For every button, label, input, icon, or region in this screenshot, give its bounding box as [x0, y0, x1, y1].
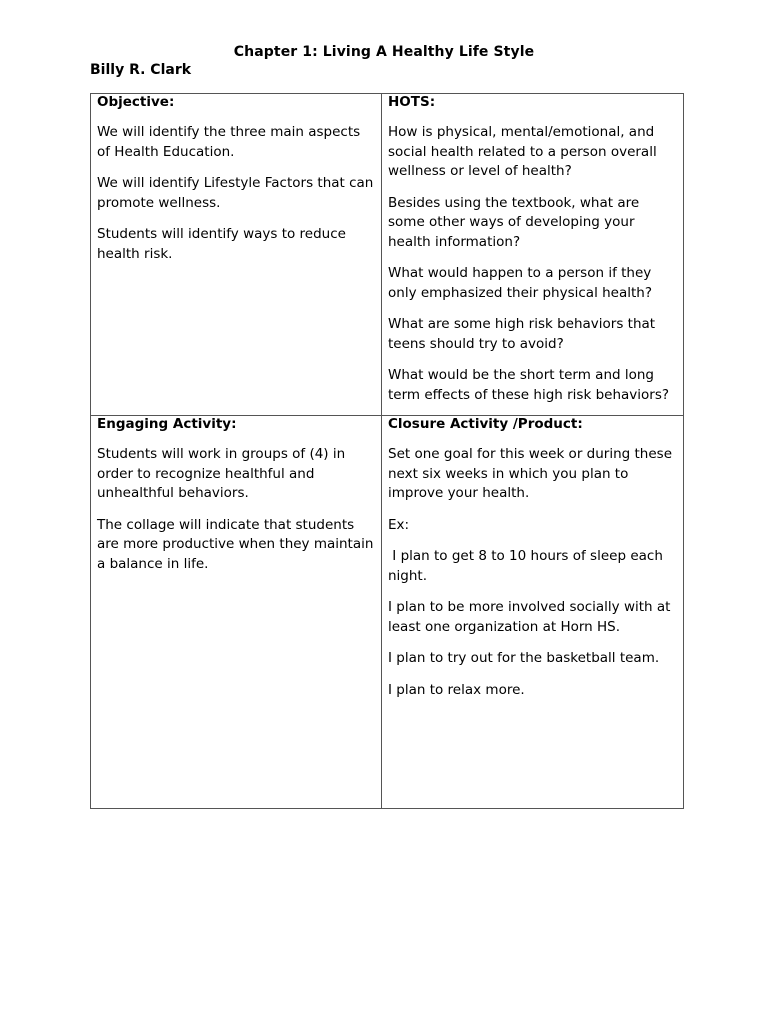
closure-activity-paragraph: I plan to get 8 to 10 hours of sleep each night.	[388, 548, 668, 584]
table-row	[91, 416, 684, 809]
closure-activity-paragraph: Set one goal for this week or during these next six weeks in which you plan to improve your health.	[388, 446, 672, 501]
objective-paragraph: We will identify the three main aspects of Health Education.	[97, 124, 361, 160]
objective-heading: Objective:	[97, 94, 175, 110]
hots-paragraph: What would be the short term and long term effects of these high risk behaviors?	[388, 367, 670, 403]
table-row	[91, 94, 684, 416]
hots-cell	[382, 94, 684, 416]
closure-activity-paragraph: I plan to be more involved socially with at least one organization at Horn HS.	[388, 599, 671, 635]
lesson-plan-table	[90, 93, 684, 809]
closure-activity-paragraph: I plan to try out for the basketball team.	[388, 650, 660, 666]
objective-paragraph: Students will identify ways to reduce health risk.	[97, 226, 346, 262]
engaging-activity-heading: Engaging Activity:	[97, 416, 237, 432]
objective-cell	[91, 94, 382, 416]
engaging-activity-paragraph: Students will work in groups of (4) in order to recognize healthful and unhealthful behaviors.	[97, 446, 346, 501]
hots-paragraph: How is physical, mental/emotional, and social health related to a person overall wellness or level of health?	[388, 124, 657, 179]
closure-activity-paragraph: I plan to relax more.	[388, 681, 525, 698]
author-name: Billy R. Clark	[90, 62, 192, 78]
objective-paragraph: We will identify Lifestyle Factors that can promote wellness.	[97, 175, 374, 211]
hots-paragraph: Besides using the textbook, what are some other ways of developing your health information?	[388, 194, 640, 250]
engaging-activity-paragraph: The collage will indicate that students are more productive when they maintain a balance in life.	[97, 516, 374, 572]
hots-paragraph: What are some high risk behaviors that teens should try to avoid?	[388, 316, 656, 352]
closure-activity-paragraph: Ex:	[388, 516, 410, 533]
hots-paragraph: What would happen to a person if they only emphasized their physical health?	[388, 265, 653, 301]
closure-activity-cell	[382, 416, 684, 809]
engaging-activity-cell	[91, 416, 382, 809]
document-title: Chapter 1: Living A Healthy Life Style	[233, 44, 535, 60]
hots-heading: HOTS:	[388, 94, 436, 110]
closure-activity-heading: Closure Activity /Product:	[388, 416, 583, 432]
